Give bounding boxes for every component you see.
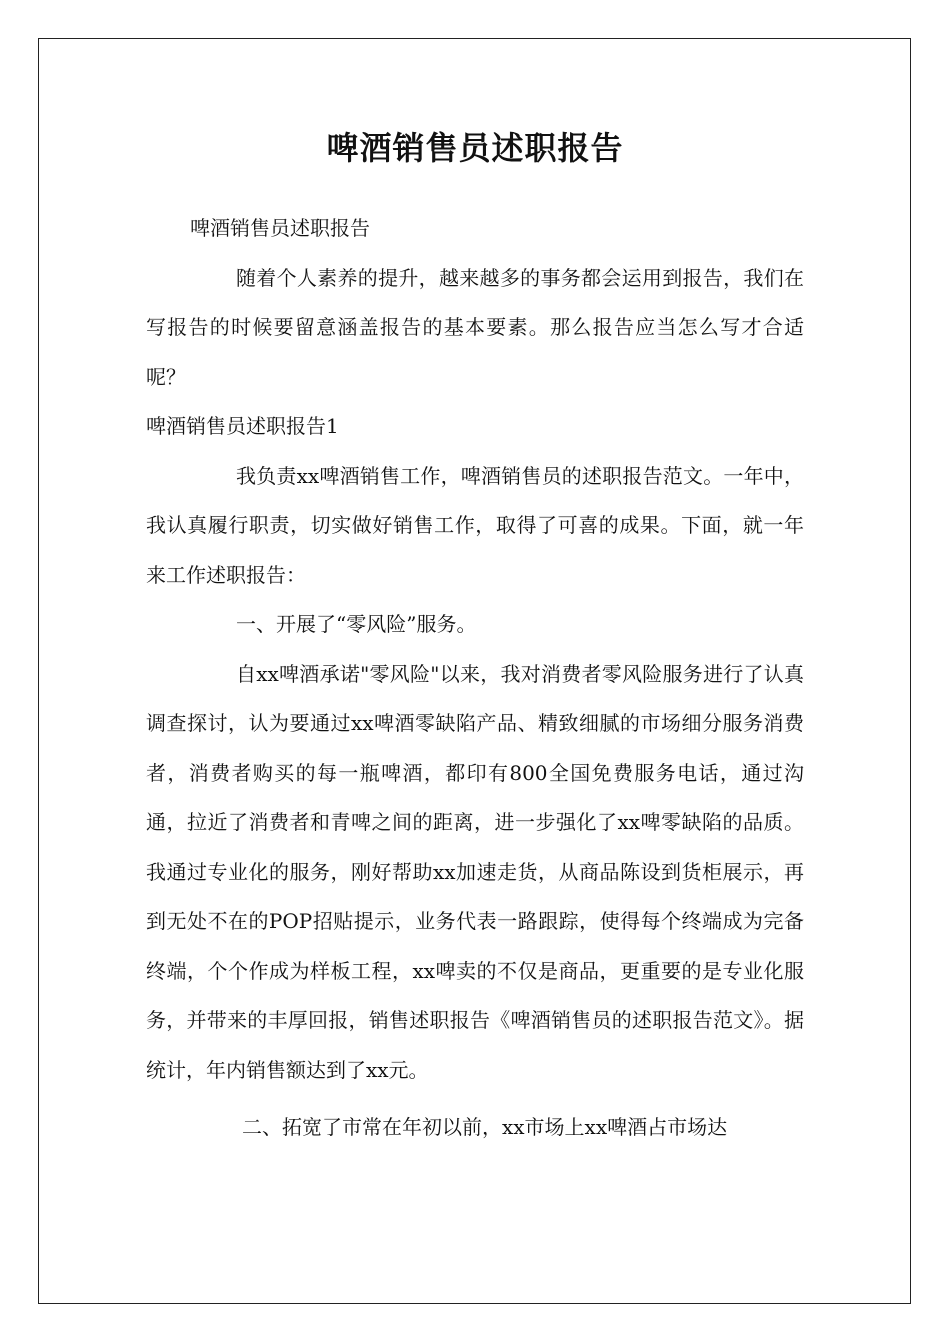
intro-paragraph: 随着个人素养的提升，越来越多的事务都会运用到报告，我们在写报告的时候要留意涵盖报告的基本要素。那么报告应当怎么写才合适呢？: [146, 265, 804, 389]
point-heading-1: 一、开展了“零风险”服务。: [236, 612, 477, 636]
document-body: [146, 118, 804, 1153]
subtitle-paragraph: 啤酒销售员述职报告: [190, 216, 370, 240]
section-heading-1: 啤酒销售员述职报告1: [146, 414, 339, 438]
document-title: 啤酒销售员述职报告: [326, 129, 624, 167]
body-paragraph-1: 我负责xx啤酒销售工作，啤酒销售员的述职报告范文。一年中，我认真履行职责，切实做好销售工作，取得了可喜的成果。下面，就一年来工作述职报告：: [146, 463, 804, 587]
point-heading-2: 二、拓宽了市常在年初以前，xx市场上xx啤酒占市场达: [242, 1115, 728, 1139]
body-paragraph-2: 自xx啤酒承诺"零风险"以来，我对消费者零风险服务进行了认真调查探讨，认为要通过xx啤酒零缺陷产品、精致细腻的市场细分服务消费者，消费者购买的每一瓶啤酒，都印有800全国免费服务电话，通过沟通，拉近了消费者和青啤之间的距离，进一步强化了xx啤零缺陷的品质。我通过专业化的服务，刚好帮助xx加速走货，从商品陈设到货柜展示，再到无处不在的POP招贴提示，业务代表一路跟踪，使得每个终端成为完备终端，个个作成为样板工程，xx啤卖的不仅是商品，更重要的是专业化服务，并带来的丰厚回报，销售述职报告《啤酒销售员的述职报告范文》。据统计，年内销售额达到了xx元。: [146, 661, 804, 1082]
